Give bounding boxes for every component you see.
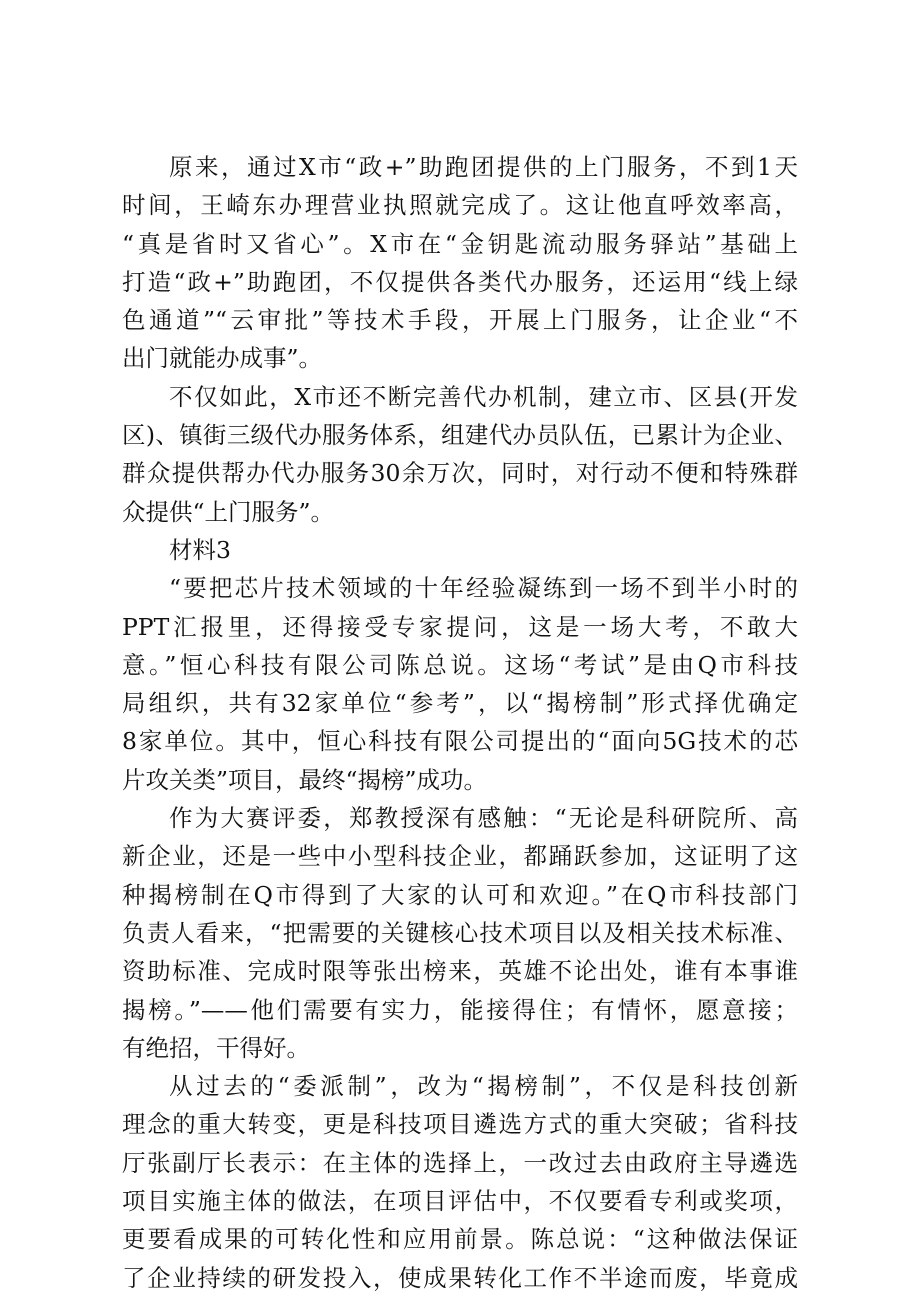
paragraph-line: “要把芯片技术领域的十年经验凝练到一场不到半小时的 xyxy=(169,574,798,603)
paragraph-line: 种揭榜制在Q市得到了大家的认可和欢迎。”在Q市科技部门 xyxy=(122,880,798,909)
paragraph-line: 有绝招，干得好。 xyxy=(122,1033,310,1062)
paragraph-line: 更要看成果的可转化性和应用前景。陈总说：“这种做法保证 xyxy=(122,1225,798,1254)
paragraph-line: 理念的重大转变，更是科技项目遴选方式的重大突破；省科技 xyxy=(122,1110,798,1139)
paragraph-line: 出门就能办成事”。 xyxy=(122,344,323,373)
paragraph-line: 局组织，共有32家单位“参考”，以“揭榜制”形式择优确定 xyxy=(122,689,798,718)
paragraph-line: 资助标准、完成时限等张出榜来，英雄不论出处，谁有本事谁 xyxy=(122,957,798,986)
paragraph-line: “真是省时又省心”。X市在“金钥匙流动服务驿站”基础上 xyxy=(122,229,798,258)
paragraph-line: 新企业，还是一些中小型科技企业，都踊跃参加，这证明了这 xyxy=(122,842,798,871)
paragraph-line: 时间，王崎东办理营业执照就完成了。这让他直呼效率高， xyxy=(122,191,798,220)
paragraph-line: 区)、镇街三级代办服务体系，组建代办员队伍，已累计为企业、 xyxy=(122,421,798,450)
paragraph-line: 不仅如此，X市还不断完善代办机制，建立市、区县(开发 xyxy=(169,382,798,411)
paragraph-line: 了企业持续的研发投入，使成果转化工作不半途而废，毕竟成 xyxy=(122,1263,798,1292)
paragraph-line: 原来，通过X市“政+”助跑团提供的上门服务，不到1天 xyxy=(169,153,798,181)
document-body xyxy=(122,148,798,1297)
paragraph-line: 打造“政+”助跑团，不仅提供各类代办服务，还运用“线上绿 xyxy=(122,267,798,296)
paragraph-line: 负责人看来，“把需要的关键核心技术项目以及相关技术标准、 xyxy=(122,918,798,947)
paragraph-line: 众提供“上门服务”。 xyxy=(122,497,335,526)
paragraph-line: 群众提供帮办代办服务30余万次，同时，对行动不便和特殊群 xyxy=(122,459,798,488)
paragraph-line: PPT汇报里，还得接受专家提问，这是一场大考，不敢大 xyxy=(122,612,798,641)
paragraph-line: 揭榜。”——他们需要有实力，能接得住；有情怀，愿意接； xyxy=(122,995,798,1024)
paragraph-line: 从过去的“委派制”，改为“揭榜制”，不仅是科技创新 xyxy=(169,1072,798,1101)
paragraph-line: 8家单位。其中，恒心科技有限公司提出的“面向5G技术的芯 xyxy=(122,727,798,756)
paragraph-line: 意。”恒心科技有限公司陈总说。这场“考试”是由Q市科技 xyxy=(122,650,798,679)
paragraph-line: 厅张副厅长表示：在主体的选择上，一改过去由政府主导遴选 xyxy=(122,1148,798,1177)
paragraph-line: 片攻关类”项目，最终“揭榜”成功。 xyxy=(122,765,488,794)
paragraph-line: 色通道”“云审批”等技术手段，开展上门服务，让企业“不 xyxy=(122,306,798,335)
paragraph-line: 作为大赛评委，郑教授深有感触：“无论是科研院所、高 xyxy=(169,804,798,833)
paragraph-line: 项目实施主体的做法，在项目评估中，不仅要看专利或奖项， xyxy=(122,1187,798,1216)
section-heading: 材料3 xyxy=(169,535,231,564)
